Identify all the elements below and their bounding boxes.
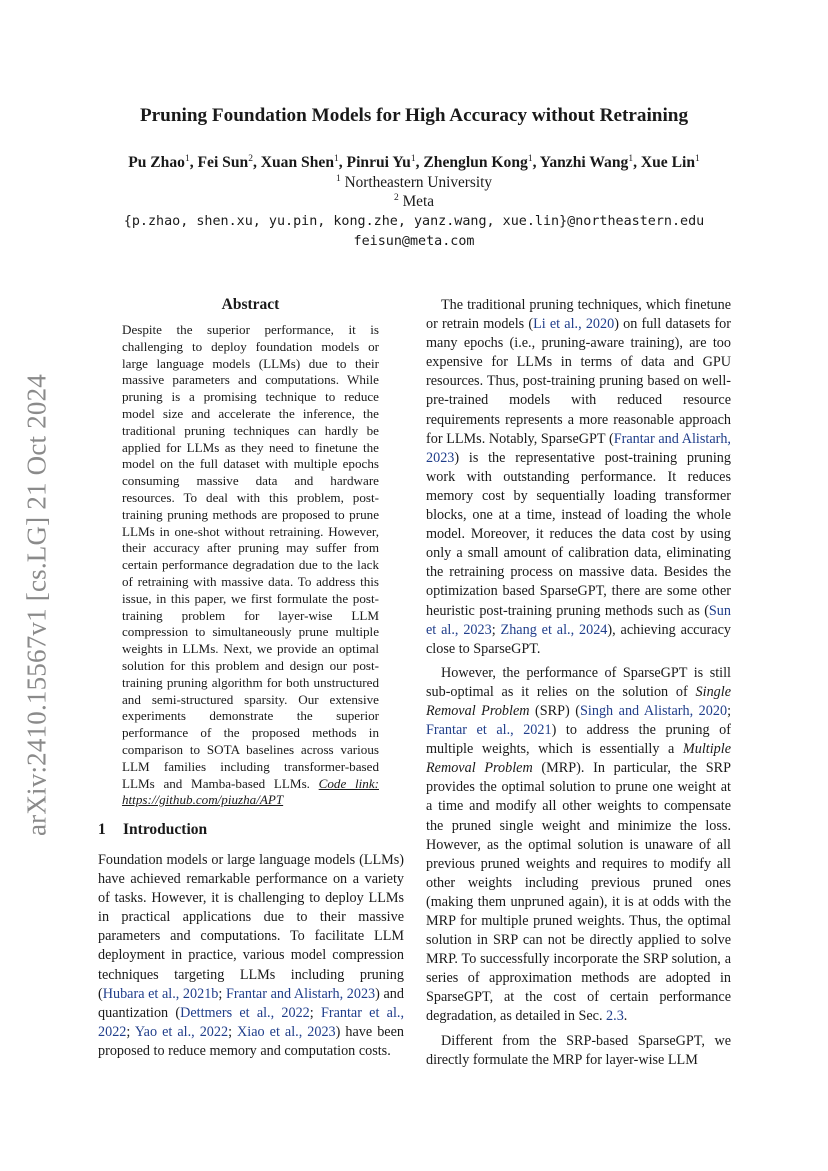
affiliation-2-name: Meta: [402, 193, 434, 211]
citation-link[interactable]: Frantar and Alistarh, 2023: [225, 985, 376, 1002]
body-text: ;: [727, 702, 732, 719]
intro-paragraph-4: [426, 1032, 731, 1070]
citation-link[interactable]: Singh and Alistarh, 2020: [580, 702, 728, 719]
citation-link[interactable]: Li et al., 2020: [533, 316, 615, 333]
right-column: [426, 296, 731, 1070]
citation-link[interactable]: Frantar and Alistarh, 2023: [426, 430, 731, 466]
abstract-text: Despite the superior performance, it is challenging to deploy foundation models or large language models (LLMs) due to their massive parameters and computations. While pruning is a promising technique to reduce model size and accelerate the inference, the traditional pruning techniques can hardly be applied for LLMs as they need to finetune the model on the full dataset with multiple epochs consuming massive data and hardware resources. To deal with this problem, post-training pruning methods are proposed to prune LLMs in one-shot without retraining. However, their accuracy after pruning may suffer from certain performance degradation due to the lack of retraining with massive data. To address this issue, in this paper, we first formulate the post-training problem for layer-wise LLM compression to simultaneously prune multiple weights in LLMs. Next, we provide an optimal solution for this problem and design our post-training pruning algorithm for both unstructured and semi-structured sparsity. Our extensive experiments demonstrate the superior performance of the proposed methods in comparison to SOTA baselines across various LLM families including transformer-based LLMs and Mamba-based LLMs.: [122, 322, 379, 791]
body-text: ;: [309, 1004, 321, 1021]
citation-link[interactable]: Sun et al., 2023: [426, 602, 731, 638]
author-affiliation-mark: 1: [695, 154, 700, 164]
citation-link[interactable]: Dettmers et al., 2022: [180, 1004, 310, 1021]
body-text: Foundation models or large language models (LLMs) have achieved remarkable performance on a variety of tasks. However, it is challenging to deploy LLMs in practical applications due to their massive parameters and computations. To facilitate LLM deployment in practice, various model compression techniques targeting LLMs including pruning (: [98, 852, 404, 1002]
code-link[interactable]: Code link: https://github.com/piuzha/APT: [122, 775, 379, 808]
author-affiliation-mark: 1: [184, 154, 190, 164]
author-name: Pu Zhao: [128, 154, 185, 172]
author-affiliation-mark: 1: [410, 154, 416, 164]
body-text: ;: [491, 621, 501, 638]
affiliation-2-number: 2: [393, 193, 399, 203]
body-text: However, the performance of SparseGPT is still sub-optimal as it relies on the solution of: [426, 664, 731, 700]
section-number: 1: [98, 821, 106, 838]
body-text: ) to address the pruning of multiple weights, which is essentially a: [426, 722, 731, 758]
citation-link[interactable]: Yao et al., 2022: [134, 1023, 229, 1040]
body-text: (MRP). In particular, the SRP provides the optimal solution to prune one weight at a time and modify all other weights to compensate the pruned single weight and minimize the loss. However, as the optimal solution is unaware of all previous pruned weights and requires to modify all other weights including previous pruned ones (making them unpruned again), it is at odds with the MRP for multiple pruned weights. Thus, the optimal solution in SRP can not be directly applied to solve MRP. To successfully incorporate the SRP solution, a series of approximation methods are adopted in SparseGPT, at the cost of certain performance degradation, as detailed in Sec.: [426, 760, 732, 1025]
section-title: Introduction: [123, 821, 208, 838]
body-text: ;: [228, 1023, 238, 1040]
author-affiliation-mark: 1: [628, 154, 634, 164]
body-text: The traditional pruning techniques, which finetune or retrain models (: [426, 297, 731, 333]
emphasized-term: Single Removal Problem: [426, 683, 731, 719]
abstract-heading: Abstract: [221, 296, 280, 313]
intro-paragraph-3: [426, 664, 731, 1027]
body-text: .: [623, 1008, 628, 1025]
emphasized-term: Multiple Removal Problem: [426, 741, 731, 777]
author-name: Xuan Shen: [260, 154, 334, 172]
abstract-body: [122, 322, 379, 809]
author-affiliation-mark: 2: [248, 154, 253, 164]
affiliation-1-name: Northeastern University: [344, 174, 492, 192]
arxiv-id-text: arXiv:2410.15567v1 [cs.LG] 21 Oct 2024: [21, 373, 52, 837]
citation-link[interactable]: Xiao et al., 2023: [237, 1023, 336, 1040]
author-name: Zhenglun Kong: [423, 154, 528, 172]
body-text: ) have been proposed to reduce memory and computation costs.: [98, 1023, 404, 1059]
section-heading-introduction: [98, 821, 207, 839]
citation-link[interactable]: 2.3: [606, 1008, 624, 1025]
author-name: Yanzhi Wang: [539, 154, 629, 172]
author-list: Pu Zhao$^1$, Fei Sun$^2$, Xuan Shen$^1$, Pinrui Yu$^1$, Zhenglun Kong$^1$, Yanzhi Wang$^1$, Xue Lin$^1$: [128, 154, 700, 172]
citation-link[interactable]: Hubara et al., 2021b: [102, 985, 219, 1002]
body-text: ) on full datasets for many epochs (i.e., pruning-aware training), are too expensive for LLMs in terms of data and GPU resources. Thus, post-training pruning based on well-pre-trained models with reduced resource requirements represents a more reasonable approach for LLMs. Notably, SparseGPT (: [426, 316, 731, 447]
left-column: [98, 851, 404, 1061]
citation-link[interactable]: Frantar et al., 2021: [426, 722, 552, 739]
citation-link[interactable]: Zhang et al., 2024: [500, 621, 608, 638]
email-meta: feisun@meta.com: [353, 234, 475, 249]
body-text: ;: [218, 985, 226, 1002]
intro-paragraph-2: [426, 296, 731, 659]
body-text: ), achieving accuracy close to SparseGPT.: [426, 621, 731, 657]
author-affiliation-mark: 1: [334, 154, 339, 164]
email-northeastern: {p.zhao, shen.xu, yu.pin, kong.zhe, yanz.wang, xue.lin}@northeastern.edu: [123, 214, 705, 229]
author-affiliation-mark: 1: [527, 154, 533, 164]
body-text: ;: [126, 1023, 135, 1040]
author-name: Fei Sun: [197, 154, 249, 172]
affiliation-1: [0, 174, 828, 192]
body-text: ) is the representative post-training pruning work with outstanding performance. It reduces memory cost by sequentially loading transformer blocks, one at a time, instead of loading the whole model. Moreover, it reduces the data cost by using only a small amount of calibration data, eliminating the retraining process on massive data. Besides the optimization based SparseGPT, there are some other heuristic post-training pruning methods such as (: [426, 449, 731, 619]
citation-link[interactable]: Frantar et al., 2022: [98, 1004, 404, 1040]
body-text: ) and quantization (: [98, 985, 404, 1021]
author-name: Xue Lin: [640, 154, 696, 172]
body-text: (SRP) (: [529, 702, 581, 719]
arxiv-side-identifier: [22, 365, 52, 845]
paper-title: Pruning Foundation Models for High Accuracy without Retraining: [139, 105, 689, 126]
author-name: Pinrui Yu: [346, 154, 411, 172]
intro-paragraph-1: [98, 851, 404, 1061]
affiliation-1-number: 1: [336, 174, 341, 184]
affiliation-2: [0, 193, 828, 211]
body-text: Different from the SRP-based SparseGPT, we directly formulate the MRP for layer-wise LLM: [426, 1032, 731, 1068]
